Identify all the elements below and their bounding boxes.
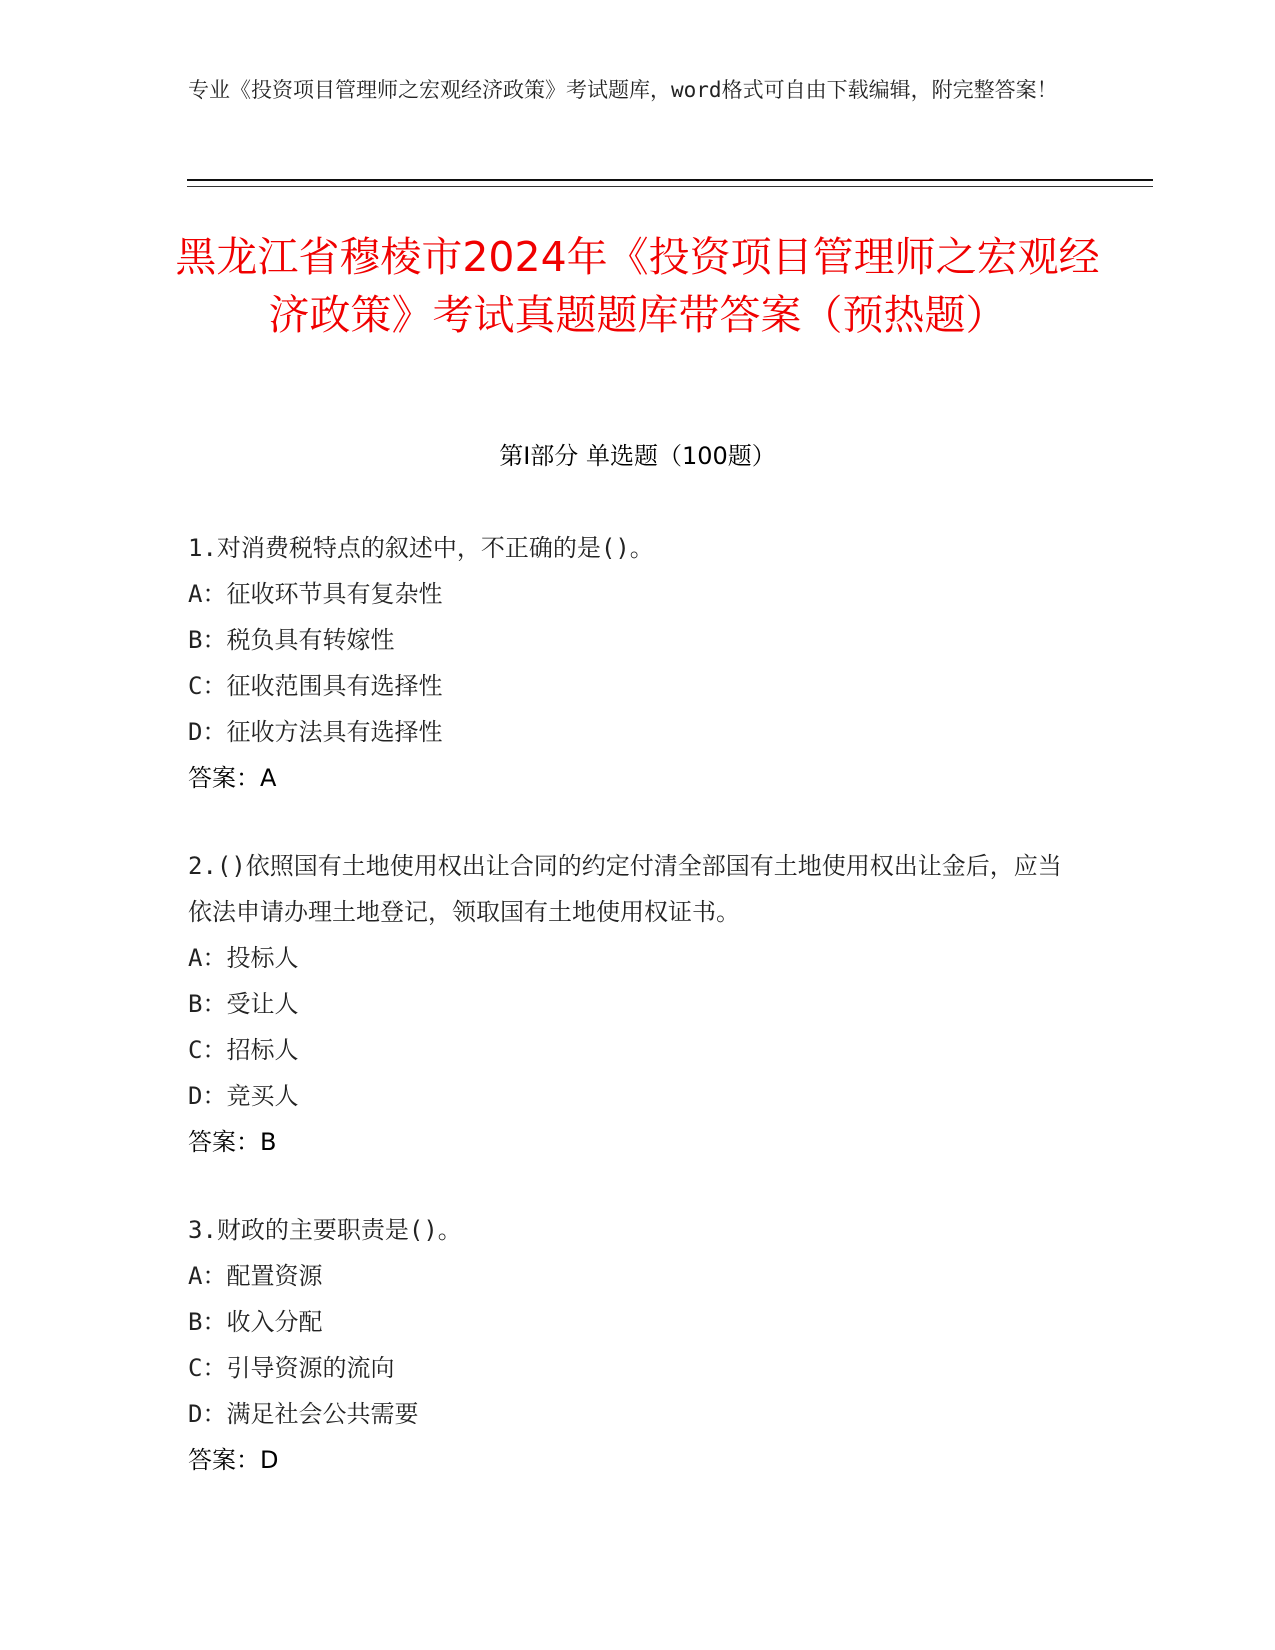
option-c: C：招标人 <box>188 1036 299 1064</box>
header-divider-thin <box>187 186 1153 187</box>
question-stem: 3.财政的主要职责是()。 <box>188 1216 462 1244</box>
question-stem: 1.对消费税特点的叙述中，不正确的是()。 <box>188 534 654 562</box>
header-note: 专业《投资项目管理师之宏观经济政策》考试题库，word格式可自由下载编辑，附完整答案！ <box>188 78 1058 102</box>
answer-label: 答案：B <box>188 1128 277 1156</box>
option-b: B：税负具有转嫁性 <box>188 626 395 654</box>
option-b: B：收入分配 <box>188 1308 323 1336</box>
option-a: A：投标人 <box>188 944 299 972</box>
option-d: D：竞买人 <box>188 1082 299 1110</box>
question-item <box>188 525 1068 801</box>
question-item <box>188 843 1068 1165</box>
header-divider <box>187 179 1153 181</box>
section-heading: 第I部分 单选题（100题） <box>499 442 776 470</box>
option-a: A：征收环节具有复杂性 <box>188 580 443 608</box>
option-c: C：引导资源的流向 <box>188 1354 395 1382</box>
question-item <box>188 1207 1068 1483</box>
option-d: D：征收方法具有选择性 <box>188 718 443 746</box>
answer-label: 答案：D <box>188 1446 279 1474</box>
option-c: C：征收范围具有选择性 <box>188 672 443 700</box>
option-d: D：满足社会公共需要 <box>188 1400 419 1428</box>
option-a: A：配置资源 <box>188 1262 323 1290</box>
question-stem: 2.()依照国有土地使用权出让合同的约定付清全部国有土地使用权出让金后，应当依法申请办理土地登记，领取国有土地使用权证书。 <box>188 852 1062 926</box>
document-title: 黑龙江省穆棱市2024年《投资项目管理师之宏观经济政策》考试真题题库带答案（预热题） <box>175 233 1100 339</box>
answer-label: 答案：A <box>188 764 277 792</box>
option-b: B：受让人 <box>188 990 299 1018</box>
